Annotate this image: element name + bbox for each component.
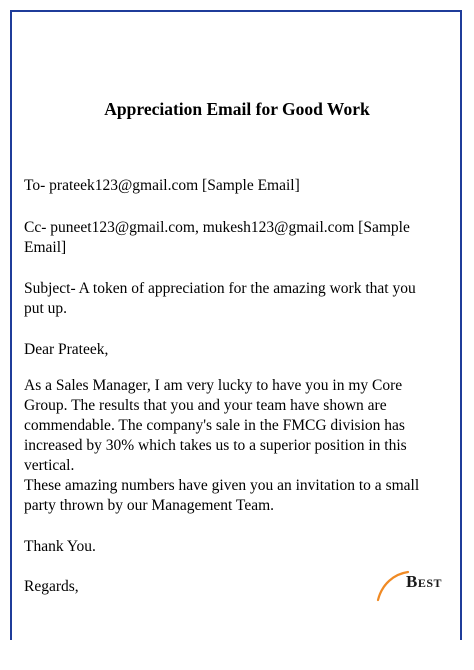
body-line: Group. The results that you and your team have shown are <box>24 397 387 414</box>
body-line: commendable. The company's sale in the FMCG division has <box>24 417 405 434</box>
logo-rest-letters: EST <box>417 576 443 590</box>
to-line: To- prateek123@gmail.com [Sample Email] <box>24 177 300 194</box>
document-title: Appreciation Email for Good Work <box>104 99 370 119</box>
closing-line: Regards, <box>24 578 79 595</box>
cc-line-2: Email] <box>24 239 67 256</box>
body-line: party thrown by our Management Team. <box>24 497 275 514</box>
cc-line-1: Cc- puneet123@gmail.com, mukesh123@gmail.com [Sample <box>24 219 410 236</box>
subject-line-2: put up. <box>24 300 68 317</box>
brand-logo <box>370 562 450 602</box>
body-line: These amazing numbers have given you an invitation to a small <box>24 477 420 494</box>
logo-first-letter: B <box>406 572 418 591</box>
logo-wordmark <box>406 572 442 592</box>
body-line: vertical. <box>24 457 75 474</box>
salutation: Dear Prateek, <box>24 341 109 358</box>
subject-line-1: Subject- A token of appreciation for the amazing work that you <box>24 280 416 297</box>
body-line: increased by 30% which takes us to a superior position in this <box>24 437 407 454</box>
thank-you-line: Thank You. <box>24 538 96 555</box>
body-line: As a Sales Manager, I am very lucky to have you in my Core <box>24 377 403 394</box>
